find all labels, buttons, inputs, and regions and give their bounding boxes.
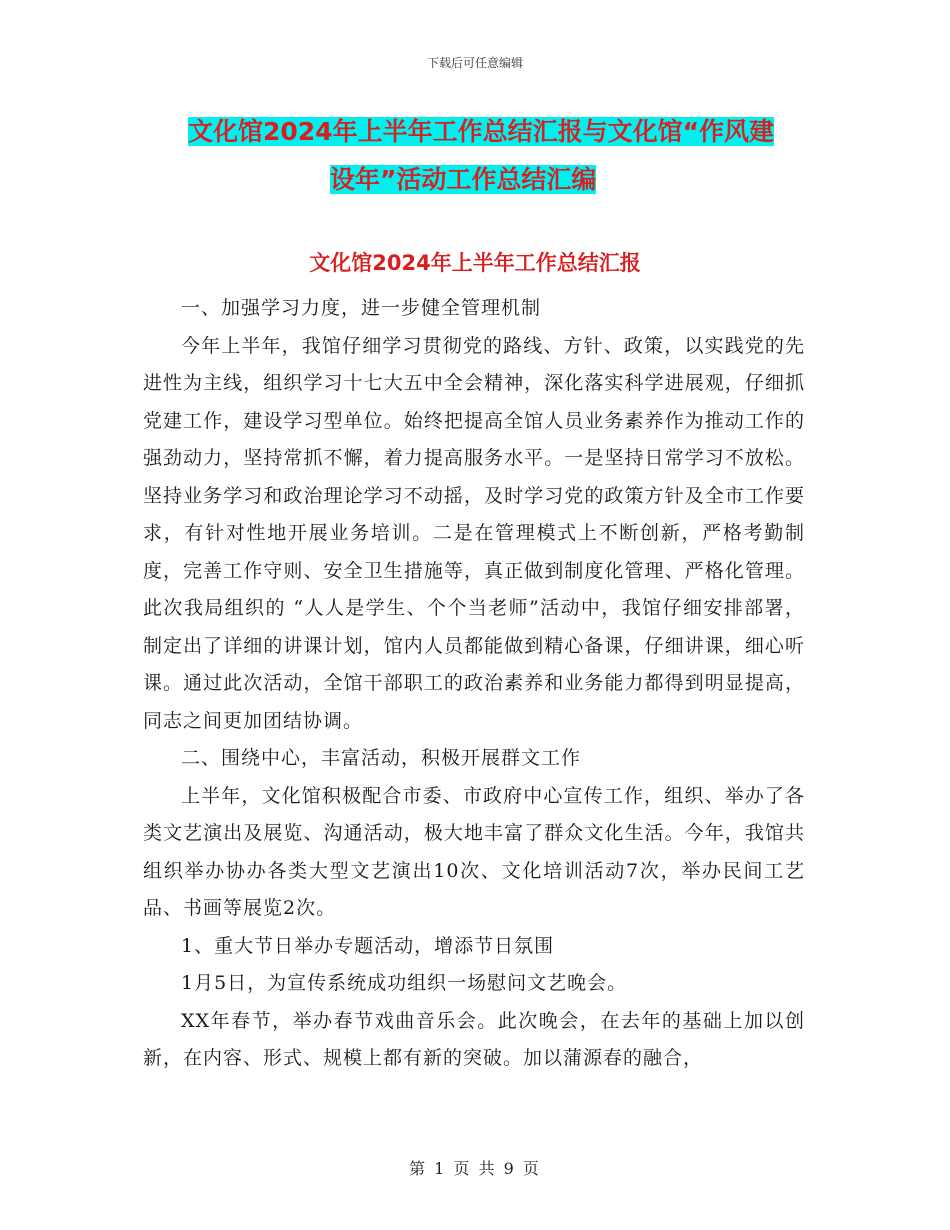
main-title-line-2: 设年”活动工作总结汇编 bbox=[330, 165, 597, 194]
main-title-line-1: 文化馆2024年上半年工作总结汇报与文化馆“作风建 bbox=[188, 117, 775, 146]
paragraph-3: 1月5日，为宣传系统成功组织一场慰问文艺晚会。 bbox=[181, 972, 628, 994]
document-sub-title: 文化馆2024年上半年工作总结汇报 bbox=[309, 251, 641, 275]
subsection-heading-1: 1、重大节日举办专题活动，增添节日氛围 bbox=[181, 934, 555, 957]
paragraph-2: 上半年，文化馆积极配合市委、市政府中心宣传工作，组织、举办了各类文艺演出及展览、沟通活动，极大地丰富了群众文化生活。今年，我馆共组织举办协办各类大型文艺演出10次、文化培训活动7次，举办民间工艺品、书画等展览2次。 bbox=[143, 784, 805, 919]
paragraph-4: XX年春节，举办春节戏曲音乐会。此次晚会，在去年的基础上加以创新，在内容、形式、规模上都有新的突破。加以蒲源春的融合， bbox=[143, 1009, 805, 1069]
section-heading-1: 一、加强学习力度，进一步健全管理机制 bbox=[181, 297, 542, 319]
header-note: 下载后可任意编辑 bbox=[426, 56, 523, 70]
document-main-title bbox=[130, 110, 820, 202]
paragraph-1: 今年上半年，我馆仔细学习贯彻党的路线、方针、政策，以实践党的先进性为主线，组织学习十七大五中全会精神，深化落实科学进展观，仔细抓党建工作，建设学习型单位。始终把提高全馆人员业务素养作为推动工作的强劲动力，坚持常抓不懈，着力提高服务水平。一是坚持日常学习不放松。坚持业务学习和政治理论学习不动摇，及时学习党的政策方针及全市工作要求，有针对性地开展业务培训。二是在管理模式上不断创新，严格考勤制度，完善工作守则、安全卫生措施等，真正做到制度化管理、严格化管理。此次我局组织的 “人人是学生、个个当老师”活动中，我馆仔细安排部署，制定出了详细的讲课计划，馆内人员都能做到精心备课，仔细讲课，细心听课。通过此次活动，全馆干部职工的政治素养和业务能力都得到明显提高，同志之间更加团结协调。 bbox=[143, 334, 805, 732]
section-heading-2: 二、围绕中心，丰富活动，积极开展群文工作 bbox=[181, 747, 582, 769]
document-body bbox=[143, 290, 805, 1078]
page-footer: 第 1 页 共 9 页 bbox=[409, 1159, 541, 1178]
